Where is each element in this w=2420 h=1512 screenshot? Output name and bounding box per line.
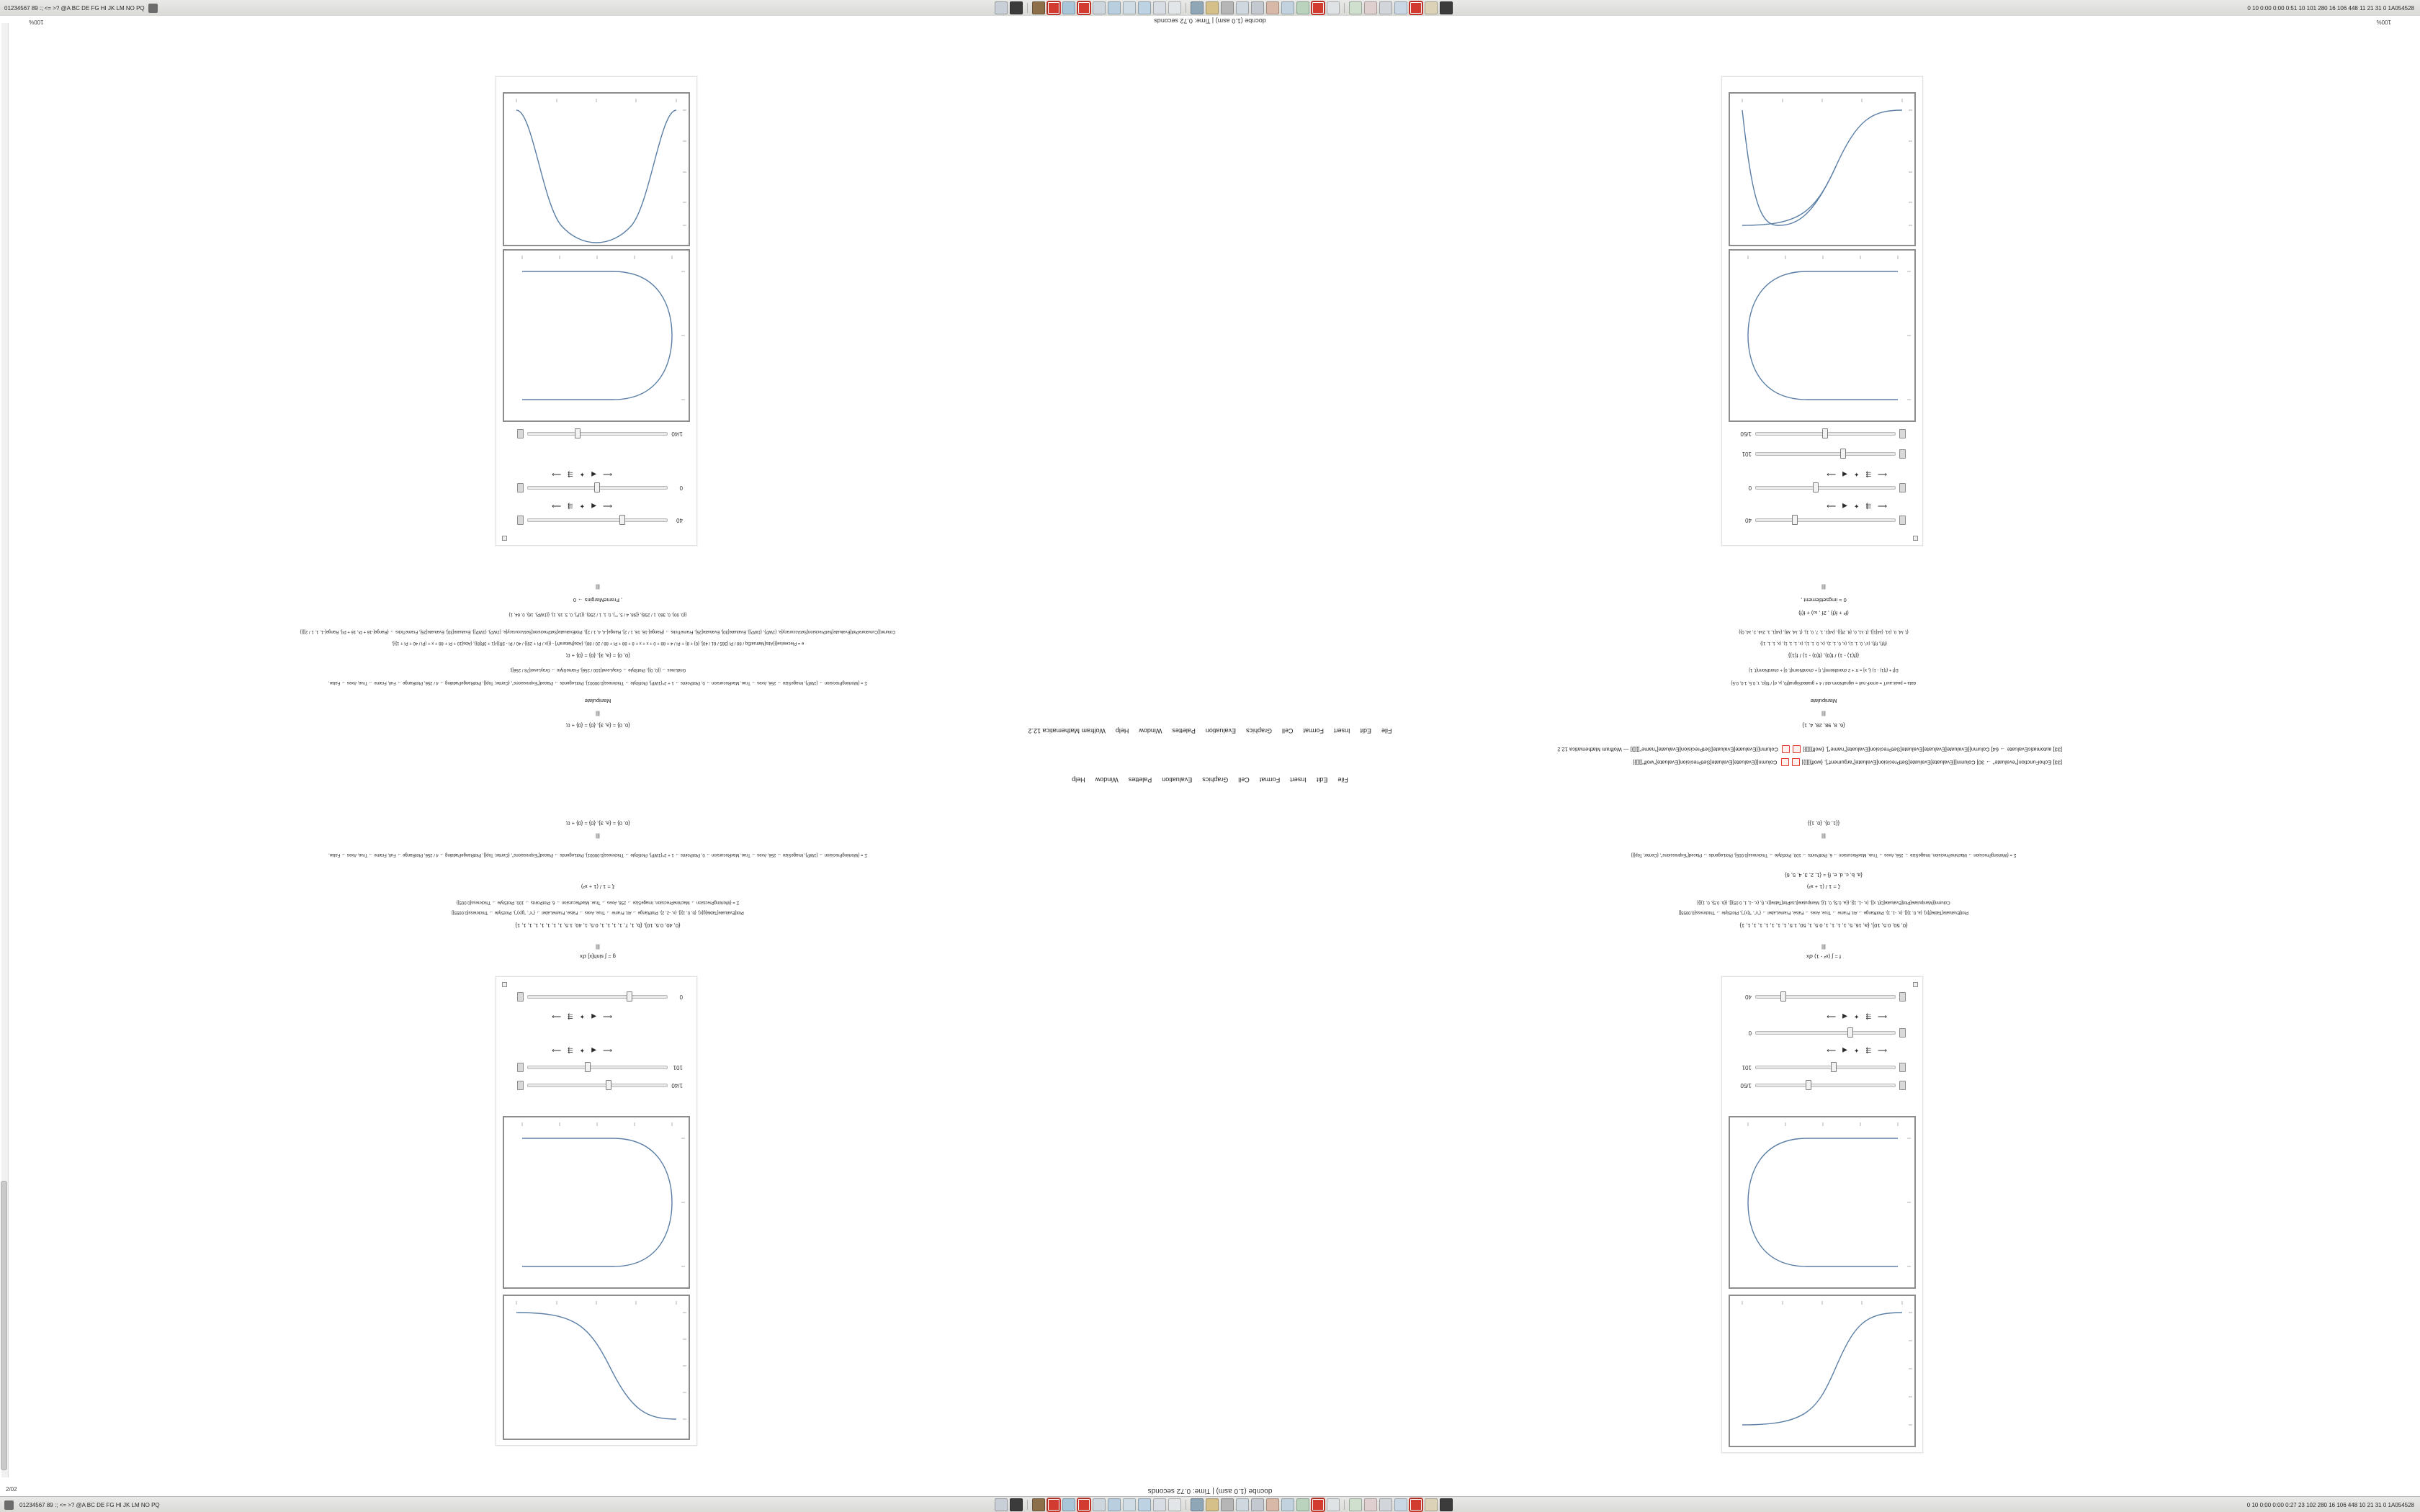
slider-handle-icon[interactable] [517, 484, 524, 493]
slider-row-3[interactable] [1740, 1028, 1906, 1038]
slider-row-2[interactable] [517, 1063, 683, 1073]
recorder-icon[interactable] [1047, 1498, 1060, 1511]
notebook-status-bar: docnbe (1.0 asm) | Time: 0.72 seconds [1154, 17, 1266, 24]
slider-track[interactable] [1755, 1032, 1896, 1035]
code-line: ||| [1821, 711, 1826, 717]
folder-icon-2[interactable] [1425, 1498, 1438, 1511]
animation-controls-2[interactable] [552, 1013, 612, 1020]
right-arrow-icon[interactable]: ⟶ [552, 503, 562, 510]
mathematica-icon[interactable] [1077, 1, 1090, 14]
editor-line-2[interactable] [1557, 745, 2062, 753]
menu-item-window[interactable]: Window [1095, 776, 1119, 783]
menu-item-wolfram-mathematica-12.2[interactable]: Wolfram Mathematica 12.2 [1028, 727, 1106, 734]
chat-icon[interactable] [1281, 1498, 1294, 1511]
code-line[interactable]: {0, 0} = {a, 3}, {0} = {0} + 0; [565, 820, 630, 827]
slider-value: 0 [1748, 485, 1752, 492]
bottom-panel-tray-text: 0 10 0:00 0:00 0:27 23 102 280 16 106 448 10 21 31 0 1A054528 [2246, 1501, 2414, 1508]
animation-controls-2[interactable] [552, 471, 612, 477]
code-line[interactable]: 0 = imgsettlement , [1801, 597, 1847, 603]
plot-right-bottom-upper[interactable] [503, 249, 690, 422]
slider-row-1[interactable] [517, 516, 683, 526]
music-icon[interactable] [1251, 1, 1264, 14]
slider-knob[interactable] [575, 429, 581, 439]
menu-bar-secondary[interactable] [951, 727, 1469, 734]
right-arrow-icon[interactable]: ⟶ [1827, 1047, 1837, 1054]
spreadsheet-icon[interactable] [1349, 1, 1362, 14]
menu-item-graphics[interactable]: Graphics [1202, 776, 1229, 783]
step-forward-icon[interactable]: ⇶ [568, 1013, 573, 1020]
menu-item-evaluation[interactable]: Evaluation [1205, 727, 1236, 734]
step-back-icon[interactable]: ◀ [591, 1047, 597, 1054]
gimp-icon[interactable] [1032, 1498, 1045, 1511]
slider-value: 40 [1745, 517, 1752, 524]
animation-controls-1[interactable] [552, 1047, 612, 1053]
code-line[interactable]: g = ∫ sinh[x] ⅆx [580, 953, 616, 960]
code-line: ||| [596, 711, 600, 717]
code-line[interactable]: {f(f), f(f), (x², 0, 1, 1), (x, 0, 1, 1), (x, 0, 1, 1), (x, 1, 1, 1), (x, 1, 1, 1)} [1760, 641, 1887, 645]
slides-icon[interactable] [1364, 1, 1377, 14]
menu-icon[interactable] [148, 4, 158, 13]
step-forward-icon[interactable]: ◀ [1842, 1047, 1847, 1054]
slider-handle-icon[interactable] [517, 516, 524, 526]
slider-handle-icon[interactable] [1899, 430, 1906, 439]
editor-line-1[interactable] [1633, 758, 2062, 766]
code-line[interactable]: e = Piecewise[{{Abs[NatrualSq / 88 / Pi [365 / 61 / 40], {0} + 8} + Pi / 4 + 88 + 0 + x + x + 8 + 88 + Pi + 88 / 20 / 88}, {Abs[NaturalY] - {{(x / Pi + 29}} / 40 / Pi - 3R}}/{1 + 3R[8}}, {Abs[10 + Pi + 88 + x + (Pi / 40 + Pi + 1}}], [391, 641, 805, 645]
resize-handle[interactable] [1913, 982, 1918, 987]
left-arrow-icon[interactable]: ⟵ [603, 1013, 612, 1020]
menu-item-edit[interactable]: Edit [1316, 776, 1328, 783]
plot-left-bottom-lower[interactable] [1729, 92, 1916, 246]
editor-line-1-text: [33] EchoFunction["evaluate" → 30] Column[{Evaluate[Evaluate[SetPrecision[Evaluate["argument"], {wolf}]]]}] [1801, 759, 2062, 766]
scrollbar-thumb[interactable] [1, 1181, 7, 1470]
record-icon-3[interactable] [1410, 1498, 1422, 1511]
code-line[interactable]: Plot[Evaluate[Table[g[x], {b, 0, 1}]], {x, -2, 2}, PlotRange → All, Frame → True, Axes → False, FrameLabel → {"x", "g(x)"}, PlotStyle → Thickness[0.0055]] [452, 910, 744, 914]
slider-knob[interactable] [1806, 1081, 1811, 1091]
code-line: ||| [1821, 944, 1826, 950]
top-panel-system-text: 01234567 89 :; <= >? @A BC DE FG HI JK LM NO PQ [4, 4, 145, 12]
slider-row-1[interactable] [517, 1081, 683, 1091]
slider-knob[interactable] [606, 1081, 611, 1091]
slider-track[interactable] [1755, 453, 1896, 456]
menu-item-graphics[interactable]: Graphics [1245, 727, 1272, 734]
editor-line-2-tail: Column[{Evaluate[Evaluate[SetPrecision[Evaluate["name"]]]]}] — [1621, 746, 1780, 753]
right-arrow-icon[interactable]: ⟶ [1827, 1013, 1837, 1020]
menu-item-format[interactable]: Format [1303, 727, 1324, 734]
window-title: docnbe (1.0 asm) | Time: 0.72 seconds [1147, 1487, 1273, 1495]
animation-controls-1[interactable] [1827, 503, 1887, 509]
slider-track[interactable] [527, 433, 668, 436]
play-icon[interactable]: ✦ [1854, 1047, 1860, 1054]
resize-handle[interactable] [502, 982, 507, 987]
code-line[interactable]: {6, 8, 98, 28, 4, 1} [1802, 722, 1845, 729]
slider-row-3[interactable] [517, 992, 683, 1002]
plot-right-top-lower[interactable] [503, 1116, 690, 1289]
code-line[interactable]: {f, λ4, 0, {λ1, {λ4[1]}, {f, λ1, 0, {8, 2f}}}, {λ4[1, 1, 7, 0, 1}, {f, λ4, λ8}, {λ4[1, 1, 2λ4, 2, λ4, 0}} [1739, 629, 1909, 634]
map-icon[interactable] [1296, 1498, 1309, 1511]
viewer-icon[interactable] [1138, 1498, 1151, 1511]
menu-item-format[interactable]: Format [1259, 776, 1281, 783]
code-line[interactable]: Column[{Manipulate[Plot[Evaluate[D[f, x]], {x, -1, 1}], {{a, 0.5}, 0, 1}], Manipulate[ListPlot[Table[{x, f}, {x, -1, 1, 0.05}]], {{b, 0.5}, 0, 1}]}] [1697, 900, 1950, 904]
code-line[interactable]: {{0, 90}, 0, 360, 1 / 256}, {{98, 4 / 5, ""}, 0, 1, 1 / 256}, {{1F}, 0, 3, 16, 1}, {{1WP}, 16}, 0, 64, 1} [508, 612, 687, 616]
slider-track[interactable] [1755, 1066, 1896, 1070]
slider-knob[interactable] [1847, 1028, 1853, 1038]
slider-track[interactable] [1755, 1084, 1896, 1088]
code-line[interactable]: {0, 0} = {a, 3}, {0} = {0} + 0; [565, 652, 630, 659]
document-icon[interactable] [1168, 1, 1181, 14]
slider-knob[interactable] [1813, 483, 1819, 493]
code-line[interactable]: Σ = {WorkingPrecision → {1WP}, ImageSize → 256, Axes → True, MaxRecursion → 0, PlotPoints → 1 + 2^{1WP}, PlotStyle → Thickness[0.00001], PlotLegends → Placed["Expressions", {Center, Top}], PlotRangePadding → 4 / 256, PlotRange → Full, Frame → True, Axes → False, [328, 680, 867, 685]
mail-icon[interactable] [1236, 1498, 1249, 1511]
notebook-icon[interactable] [1123, 1498, 1136, 1511]
shield-icon[interactable] [1394, 1, 1407, 14]
record-icon-2[interactable] [1312, 1498, 1325, 1511]
music-icon[interactable] [1251, 1498, 1264, 1511]
slider-handle-icon[interactable] [1899, 450, 1906, 459]
mathematica-icon[interactable] [1077, 1498, 1090, 1511]
error-marker-icon[interactable] [1781, 758, 1789, 766]
slider-row-2[interactable] [1740, 1063, 1906, 1073]
plot-left-bottom-upper[interactable] [1729, 249, 1916, 422]
menu-item-insert[interactable]: Insert [1290, 776, 1307, 783]
top-panel-left [0, 4, 307, 13]
left-arrow-icon[interactable]: ⟵ [1878, 1013, 1887, 1020]
zoom-level-right[interactable]: 100% [29, 19, 44, 25]
slider-row-1[interactable] [1740, 516, 1906, 526]
editor-icon[interactable] [1093, 1498, 1106, 1511]
slider-track[interactable] [1755, 519, 1896, 523]
slider-value: 40 [1745, 994, 1752, 1001]
step-back-icon[interactable]: ◀ [591, 471, 597, 478]
menu-item-palettes[interactable]: Palettes [1172, 727, 1196, 734]
bottom-panel-left [0, 1500, 307, 1510]
menu-item-file[interactable]: File [1381, 727, 1392, 734]
step-forward-icon[interactable]: ◀ [1842, 471, 1847, 478]
code-line[interactable]: Σ = {WorkingPrecision → MachinePrecision, ImageSize → 256, Axes → True, MaxRecursion → 6, PlotPoints → 100, PlotStyle → Thickness[0.005]} [456, 900, 740, 904]
folder-icon-2[interactable] [1425, 1, 1438, 14]
viewer-icon[interactable] [1138, 1, 1151, 14]
browser-icon[interactable] [1108, 1498, 1121, 1511]
terminal-icon[interactable] [1010, 1498, 1023, 1511]
recorder-icon[interactable] [1047, 1, 1060, 14]
code-line[interactable]: D[f + (f(1) - 1) ξ, x] = π + 2 chordNorm[f, t] + chordNorm[f, 0] + chordNorm[f, 1] [1749, 667, 1899, 672]
workspace-indicator[interactable]: 2/02 [6, 1486, 17, 1493]
slider-knob[interactable] [1840, 449, 1846, 459]
taskbar-separator [1027, 3, 1028, 13]
menu-item-edit[interactable]: Edit [1360, 727, 1372, 734]
step-back-icon[interactable]: ◀ [591, 503, 597, 510]
editor-line-2-text: [33] automaticEvaluate → 64] Column[{Evaluate[Evaluate[Evaluate[SetPrecision[Evaluate["name"], {wolf}]]]}] [1803, 746, 2062, 753]
slider-track[interactable] [1755, 487, 1896, 490]
animation-controls-1[interactable] [1827, 1047, 1887, 1053]
right-arrow-icon[interactable]: ⟶ [1827, 503, 1837, 510]
settings-icon[interactable] [1221, 1, 1234, 14]
slider-value: 1/40 [671, 431, 683, 438]
slider-knob[interactable] [627, 992, 632, 1002]
slider-value: 101 [673, 1064, 683, 1071]
code-line[interactable]: {(f(1) - 1) / f(0), (f(0) - 1) / f(1)} [1788, 652, 1860, 659]
slider-knob[interactable] [1792, 516, 1798, 526]
menu-item-cell[interactable]: Cell [1281, 727, 1294, 734]
bottom-taskbar [307, 1498, 2141, 1511]
chat-icon[interactable] [1281, 1, 1294, 14]
slider-row-1[interactable] [1740, 1081, 1906, 1091]
slider-knob[interactable] [1831, 1063, 1837, 1073]
code-line[interactable]: Column[{CurvaturePlot[Evaluate[SetPrecision[SetAccuracy[e, {1WP}, {1WP}], Evaluate[30], Evaluate[25], FrameTicks → {Range[-16, 16, 1 / 2], Range[-4, 4, 1 / 2]}, PlotEvaluate[SetPrecision[SetAccuracy[e, {1WP}, {1WP}], Evaluate[30], Evaluate[25], FrameTicks → {Range[-16 + Pi, 16 + Pi], Range[-1, 1, 1 / 2]}]} [300, 629, 896, 634]
top-taskbar [307, 1, 2141, 14]
menu-icon[interactable] [4, 1500, 14, 1510]
slider-track[interactable] [527, 487, 668, 490]
photo-icon[interactable] [1062, 1, 1075, 14]
code-line[interactable]: {a, b, c, d, e, f} = {1, 2, 3, 4, 5, 6} [1785, 872, 1863, 878]
mathematica-notebook-window [0, 16, 2420, 1496]
left-arrow-icon[interactable]: ⟵ [1878, 1047, 1887, 1054]
code-line[interactable]: {0, 50, 0.5, 10}, {a, 16, 5, 1, 1, 1, 1, 0.5, 1, 50, 1.5, 1, 1, 1, 1, 1, 1, 1, 1} [1739, 922, 1908, 929]
slider-value: 0 [679, 485, 683, 492]
code-line: Manipulate [584, 698, 611, 704]
slider-handle-icon[interactable] [517, 430, 524, 439]
step-forward-icon[interactable]: ◀ [1842, 1013, 1847, 1020]
slider-handle-icon[interactable] [1899, 1081, 1906, 1091]
error-marker-icon[interactable] [1792, 758, 1800, 766]
shield-icon[interactable] [1394, 1498, 1407, 1511]
taskbar-separator [1344, 3, 1345, 13]
record-icon-3[interactable] [1410, 1, 1422, 14]
media-icon[interactable] [1191, 1498, 1204, 1511]
menu-item-cell[interactable]: Cell [1238, 776, 1250, 783]
play-icon[interactable]: ✦ [579, 1047, 586, 1054]
code-line[interactable]: (f² + f(f) , 2f , ω) + f(f) [1798, 610, 1849, 616]
spreadsheet-icon[interactable] [1349, 1498, 1362, 1511]
archive-icon[interactable] [1206, 1498, 1219, 1511]
step-back-icon[interactable]: ⇶ [1865, 1047, 1872, 1054]
code-line[interactable]: Σ = {WorkingPrecision → MachinePrecision, ImageSize → 256, Axes → True, MaxRecursion → 6, PlotPoints → 100, PlotStyle → Thickness[0.005], PlotLegends → Placed["Expressions", {Center, Top}]} [1631, 852, 2017, 857]
notes-icon[interactable] [1327, 1498, 1340, 1511]
terminal-icon-2[interactable] [1440, 1498, 1453, 1511]
app-name-label: Wolfram Mathematica 12.2 [1557, 746, 1622, 753]
menu-item-evaluation[interactable]: Evaluation [1162, 776, 1193, 783]
document-icon[interactable] [1168, 1498, 1181, 1511]
animation-controls-2[interactable] [1827, 471, 1887, 477]
slider-handle-icon[interactable] [517, 1063, 524, 1073]
slider-handle-icon[interactable] [517, 993, 524, 1002]
code-line[interactable]: {{1, 0}, {0, 1}} [1807, 820, 1840, 827]
slider-track[interactable] [527, 519, 668, 523]
slider-row-2[interactable] [517, 483, 683, 493]
slider-handle-icon[interactable] [1899, 993, 1906, 1002]
slider-value: 0 [679, 994, 683, 1001]
top-panel-tray-text: 0 10 0:00 0:00 0:51 10 101 280 16 106 448 11 21 31 0 1A054528 [2247, 4, 2414, 12]
plot-left-top-lower[interactable] [1729, 1116, 1916, 1289]
slides-icon[interactable] [1364, 1498, 1377, 1511]
slider-knob[interactable] [1780, 992, 1786, 1002]
play-icon[interactable]: ✦ [1854, 471, 1860, 478]
clock-icon[interactable] [1379, 1, 1392, 14]
code-line: ||| [596, 944, 600, 950]
slider-track[interactable] [527, 1066, 668, 1070]
archive-icon[interactable] [1206, 1, 1219, 14]
menu-item-help[interactable]: Help [1072, 776, 1085, 783]
photo-icon[interactable] [1062, 1498, 1075, 1511]
slider-handle-icon[interactable] [1899, 484, 1906, 493]
slider-handle-icon[interactable] [1899, 1063, 1906, 1073]
editor-icon[interactable] [1093, 1, 1106, 14]
slider-knob[interactable] [594, 483, 600, 493]
slider-row-4[interactable] [1740, 992, 1906, 1002]
code-line[interactable]: Σ = {WorkingPrecision → {1WP}, ImageSize → 256, Axes → True, MaxRecursion → 0, PlotPoints → 1 + 2^{1WP}, PlotStyle → Thickness[0.00001], PlotLegends → Placed["Expressions", {Center, Top}], PlotRangePadding → 4 / 256, PlotRange → Full, Frame → True, Axes → False, [328, 852, 867, 857]
step-forward-icon[interactable]: ◀ [1842, 503, 1847, 510]
slider-track[interactable] [527, 1084, 668, 1088]
menu-item-help[interactable]: Help [1115, 727, 1129, 734]
play-icon[interactable]: ✦ [579, 503, 586, 510]
slider-handle-icon[interactable] [517, 1081, 524, 1091]
taskbar-separator [1344, 1500, 1345, 1510]
right-arrow-icon[interactable]: ⟶ [552, 1047, 562, 1054]
left-arrow-icon[interactable]: ⟵ [1878, 471, 1887, 478]
notebook-icon[interactable] [1123, 1, 1136, 14]
plot-left-top-upper[interactable] [1729, 1295, 1916, 1447]
animation-controls-1[interactable] [552, 503, 612, 509]
plot-right-bottom-lower[interactable] [503, 92, 690, 246]
menu-item-file[interactable]: File [1337, 776, 1348, 783]
right-arrow-icon[interactable]: ⟶ [1827, 471, 1837, 478]
code-line[interactable]: {0, 40, 0.5, 10}, {b, 1, 7, 1, 1, 1, 1, 0.5, 1, 40, 1.5, 1, 1, 1, 1, 1, 1, 1, 1} [515, 922, 681, 929]
left-arrow-icon[interactable]: ⟵ [603, 471, 612, 478]
step-back-icon[interactable]: ⇶ [1865, 503, 1872, 510]
gimp-icon[interactable] [1032, 1, 1045, 14]
play-icon[interactable]: ✦ [1854, 503, 1860, 510]
slider-track[interactable] [1755, 996, 1896, 999]
step-back-icon[interactable]: ⇶ [1865, 471, 1872, 478]
code-line[interactable]: ζ = 1 / (1 + x²) [1806, 883, 1841, 890]
error-marker-icon[interactable] [1793, 745, 1801, 753]
top-panel-right [2141, 5, 2420, 12]
calc-icon[interactable] [1153, 1498, 1166, 1511]
code-line[interactable]: f = ∫ (x² - 1) ⅆx [1806, 953, 1841, 960]
code-line[interactable]: Plot[Evaluate[Table[f[x], {a, 0, 1}]], {x, -1, 1}, PlotRange → All, Frame → True, Axes → False, FrameLabel → {"x", "f(x)"}, PlotStyle → Thickness[0.0055]] [1678, 910, 1969, 914]
code-line: Manipulate [1810, 698, 1837, 704]
top-panel [0, 0, 2420, 17]
step-back-icon[interactable]: ⇶ [1865, 1013, 1872, 1020]
left-arrow-icon[interactable]: ⟵ [603, 1047, 612, 1054]
slider-value: 1/50 [1740, 431, 1752, 438]
code-line: ||| [596, 833, 600, 840]
terminal-icon-2[interactable] [1440, 1, 1453, 14]
slider-row-4[interactable] [1740, 429, 1906, 439]
code-line[interactable]: data = peak.aurT = errorF.null = signalNorm.std / 4 + gradedSignal[f0, μ, σ] / f0[σ, τ, 0.5, 1.0, 0.5] [1731, 680, 1917, 685]
slider-knob[interactable] [1822, 429, 1828, 439]
play-icon[interactable]: ✦ [1854, 1013, 1860, 1020]
code-line[interactable]: GridLines → {{0, 0}}, PlotStyle → GrayLevel[100 / 256], FrameStyle → GrayLevel[78 / 256]}; [509, 667, 686, 672]
slider-row-2[interactable] [1740, 483, 1906, 493]
clock-icon[interactable] [1379, 1498, 1392, 1511]
files-icon[interactable] [995, 1498, 1008, 1511]
editor-line-1-tail: Column[{Evaluate[Evaluate[SetPrecision[Evaluate["wolf"]]]]}] [1633, 759, 1779, 766]
bottom-panel-system-text: 01234567 89 :; <= >? @A BC DE FG HI JK LM NO PQ [19, 1501, 160, 1508]
bottom-panel-right [2141, 1502, 2420, 1508]
slider-value: 101 [1742, 451, 1752, 458]
code-line: ||| [1821, 584, 1826, 590]
error-marker-icon[interactable] [1782, 745, 1790, 753]
right-arrow-icon[interactable]: ⟶ [552, 1013, 562, 1020]
paint-icon[interactable] [1266, 1, 1279, 14]
slider-value: 0 [1748, 1030, 1752, 1037]
step-back-icon[interactable]: ◀ [591, 1013, 597, 1020]
slider-handle-icon[interactable] [1899, 516, 1906, 526]
play-icon[interactable]: ✦ [579, 471, 586, 478]
code-line: ||| [1821, 833, 1826, 840]
media-icon[interactable] [1191, 1, 1204, 14]
map-icon[interactable] [1296, 1, 1309, 14]
slider-row-3[interactable] [1740, 449, 1906, 459]
code-line[interactable]: ξ = 1 / (1 + x²) [581, 883, 615, 890]
resize-handle[interactable] [1913, 536, 1918, 541]
slider-value: 1/50 [1740, 1082, 1752, 1089]
mail-icon[interactable] [1236, 1, 1249, 14]
menu-item-insert[interactable]: Insert [1334, 727, 1350, 734]
notebook-scrollbar[interactable] [1, 23, 9, 1477]
resize-handle[interactable] [502, 536, 507, 541]
slider-knob[interactable] [619, 516, 625, 526]
terminal-icon[interactable] [1010, 1, 1023, 14]
step-forward-icon[interactable]: ⇶ [568, 503, 573, 510]
paint-icon[interactable] [1266, 1498, 1279, 1511]
animation-controls-2[interactable] [1827, 1013, 1887, 1020]
slider-value: 1/40 [671, 1082, 683, 1089]
slider-value: 101 [1742, 1064, 1752, 1071]
slider-knob[interactable] [585, 1063, 591, 1073]
step-forward-icon[interactable]: ⇶ [568, 471, 573, 478]
settings-icon[interactable] [1221, 1498, 1234, 1511]
right-arrow-icon[interactable]: ⟶ [552, 471, 562, 478]
calc-icon[interactable] [1153, 1, 1166, 14]
menu-bar[interactable] [951, 776, 1469, 783]
code-line: ||| [596, 584, 600, 590]
files-icon[interactable] [995, 1, 1008, 14]
browser-icon[interactable] [1108, 1, 1121, 14]
slider-value: 40 [676, 517, 683, 524]
menu-item-window[interactable]: Window [1139, 727, 1162, 734]
left-arrow-icon[interactable]: ⟵ [603, 503, 612, 510]
play-icon[interactable]: ✦ [579, 1013, 586, 1020]
slider-track[interactable] [527, 996, 668, 999]
step-forward-icon[interactable]: ⇶ [568, 1047, 573, 1054]
record-icon-2[interactable] [1312, 1, 1325, 14]
slider-row-3[interactable] [517, 429, 683, 439]
code-line[interactable]: , FrameMargins → 0 [573, 597, 623, 603]
bottom-panel [0, 1496, 2420, 1512]
left-arrow-icon[interactable]: ⟵ [1878, 503, 1887, 510]
plot-right-top-upper[interactable] [503, 1295, 690, 1440]
menu-item-palettes[interactable]: Palettes [1128, 776, 1152, 783]
taskbar-separator [1027, 1500, 1028, 1510]
zoom-level-left[interactable]: 100% [2376, 19, 2391, 25]
notes-icon[interactable] [1327, 1, 1340, 14]
slider-handle-icon[interactable] [1899, 1029, 1906, 1038]
slider-track[interactable] [1755, 433, 1896, 436]
code-line[interactable]: {0, 0} = {a, 3}, {0} = {0} + 0; [565, 722, 630, 729]
